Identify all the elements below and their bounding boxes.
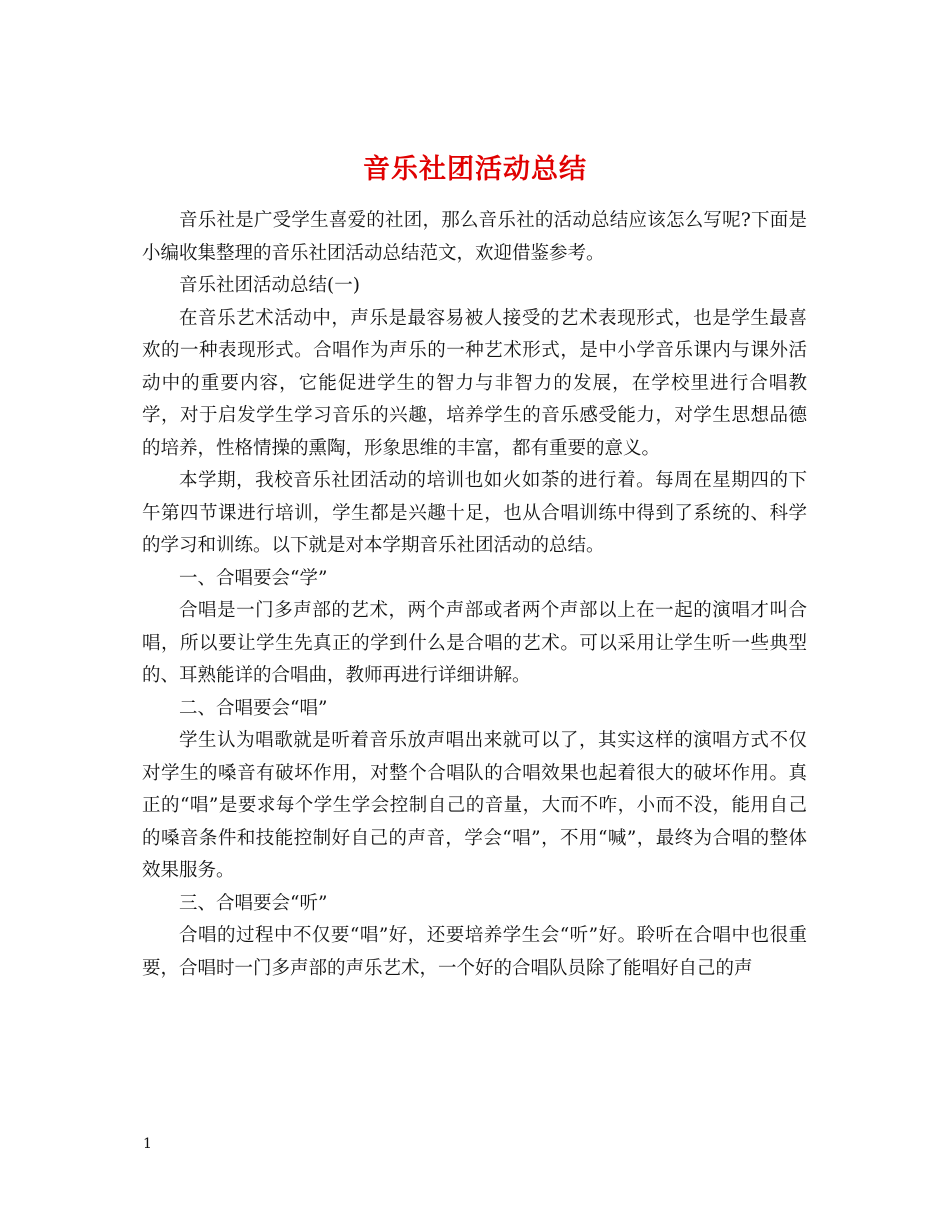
- paragraph-vocal-music: 在音乐艺术活动中，声乐是最容易被人接受的艺术表现形式，也是学生最喜欢的一种表现形式。合唱作为声乐的一种艺术形式，是中小学音乐课内与课外活动中的重要内容，它能促进学生的智力与非智力的发展，在学校里进行合唱教学，对于启发学生学习音乐的兴趣，培养学生的音乐感受能力，对学生思想品德的培养，性格情操的熏陶，形象思维的丰富，都有重要的意义。: [142, 307, 807, 459]
- document-title: 音乐社团活动总结: [363, 154, 587, 186]
- paragraph-learn: 合唱是一门多声部的艺术，两个声部或者两个声部以上在一起的演唱才叫合唱，所以要让学生先真正的学到什么是合唱的艺术。可以采用让学生听一些典型的、耳熟能详的合唱曲，教师再进行详细讲解。: [142, 600, 807, 686]
- paragraph-sing: 学生认为唱歌就是听着音乐放声唱出来就可以了，其实这样的演唱方式不仅对学生的嗓音有破坏作用，对整个合唱队的合唱效果也起着很大的破坏作用。真正的“唱”是要求每个学生学会控制自己的音量，大而不咋，小而不没，能用自己的嗓音条件和技能控制好自己的声音，学会“唱”，不用“喊”，最终为合唱的整体效果服务。: [142, 730, 807, 881]
- section-heading-sing: 二、合唱要会“唱”: [179, 697, 328, 719]
- paragraph-intro: 音乐社是广受学生喜爱的社团，那么音乐社的活动总结应该怎么写呢?下面是小编收集整理的音乐社团活动总结范文，欢迎借鉴参考。: [142, 210, 807, 264]
- paragraph-semester-training: 本学期，我校音乐社团活动的培训也如火如荼的进行着。每周在星期四的下午第四节课进行培训，学生都是兴趣十足，也从合唱训练中得到了系统的、科学的学习和训练。以下就是对本学期音乐社团活动的总结。: [142, 470, 807, 556]
- section-heading-learn: 一、合唱要会“学”: [179, 567, 328, 589]
- page-number: 1: [143, 1136, 152, 1152]
- section-heading-listen: 三、合唱要会“听”: [179, 892, 328, 914]
- paragraph-listen: 合唱的过程中不仅要“唱”好，还要培养学生会“听”好。聆听在合唱中也很重要，合唱时一门多声部的声乐艺术，一个好的合唱队员除了能唱好自己的声: [142, 925, 807, 979]
- section-heading-summary-one: 音乐社团活动总结(一): [179, 275, 360, 296]
- document-body: [142, 205, 807, 985]
